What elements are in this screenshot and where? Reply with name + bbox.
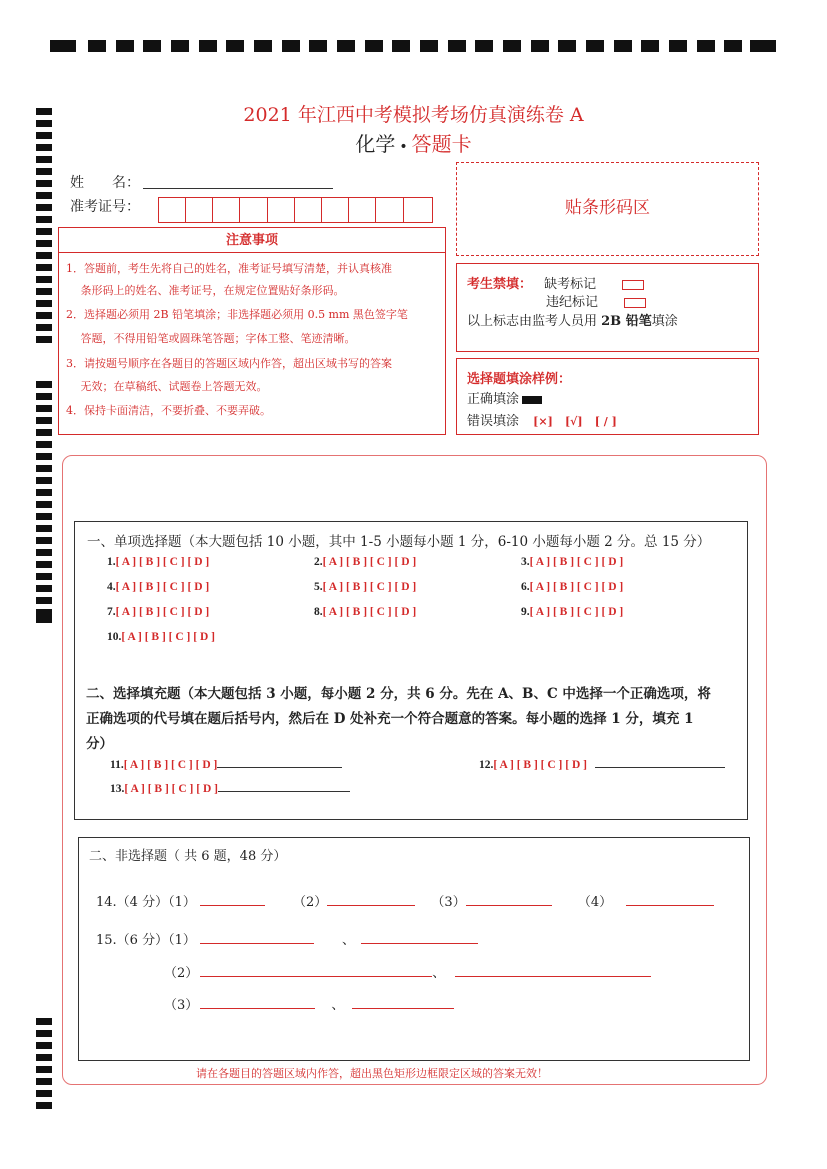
forbid-note: 以上标志由监考人员用 2B 铅笔填涂 (467, 314, 678, 329)
note-line: 答题，不得用铅笔或圆珠笔答题；字体工整、笔迹清晰。 (66, 332, 356, 345)
question-11[interactable]: 11.[ A ] [ B ] [ C ] [ D ] (110, 759, 342, 771)
absent-label: 缺考标记 (544, 277, 597, 292)
answer-line[interactable] (200, 1008, 315, 1009)
question-10[interactable]: 10.[ A ] [ B ] [ C ] [ D ] (107, 631, 215, 643)
answer-card-label: 答题卡 (411, 132, 472, 156)
note-line: 无效；在草稿纸、试题卷上答题无效。 (66, 380, 268, 393)
barcode-area: 贴条形码区 (456, 162, 759, 256)
section1-title: 一、单项选择题（本大题包括 10 小题，其中 1-5 小题每小题 1 分，6-10 小题每小题 2 分。总 15 分） (87, 534, 711, 550)
answer-line[interactable] (218, 791, 350, 792)
answer-line[interactable] (466, 905, 552, 906)
question-15-1: 15.（6 分）（1） 、 (96, 929, 478, 948)
note-line: 4．保持卡面清洁，不要折叠、不要弄破。 (66, 404, 271, 417)
question-9[interactable]: 9.[ A ] [ B ] [ C ] [ D ] (521, 606, 624, 618)
subtitle-dot: • (399, 139, 408, 155)
note-line: 条形码上的姓名、准考证号，在规定位置贴好条形码。 (66, 284, 345, 297)
wrong-sample: 错误填涂 [×] [√] [ / ] (467, 414, 617, 429)
section2-title-line3: 分） (86, 736, 113, 752)
question-4[interactable]: 4.[ A ] [ B ] [ C ] [ D ] (107, 581, 210, 593)
name-label: 姓 名： (70, 175, 140, 191)
sample-title: 选择题填涂样例： (467, 372, 572, 387)
question-15-3: （3） 、 (164, 994, 454, 1013)
question-5[interactable]: 5.[ A ] [ B ] [ C ] [ D ] (314, 581, 417, 593)
id-label: 准考证号： (70, 199, 140, 215)
question-3[interactable]: 3.[ A ] [ B ] [ C ] [ D ] (521, 556, 624, 568)
forbid-title: 考生禁填： (467, 277, 533, 292)
absent-mark[interactable] (622, 280, 644, 290)
answer-line[interactable] (595, 767, 725, 768)
timing-marks-top (50, 40, 776, 52)
notes-title: 注意事项 (59, 228, 445, 253)
exam-id-boxes[interactable] (158, 197, 433, 223)
question-12[interactable]: 12.[ A ] [ B ] [ C ] [ D ] (479, 759, 725, 771)
question-7[interactable]: 7.[ A ] [ B ] [ C ] [ D ] (107, 606, 210, 618)
violation-label: 违纪标记 (546, 295, 599, 310)
answer-line[interactable] (352, 1008, 454, 1009)
filled-mark (522, 396, 542, 404)
question-15-2: （2） 、 (164, 962, 651, 981)
exam-title: 2021 年江西中考模拟考场仿真演练卷 A (243, 104, 584, 126)
subject-label: 化学 (355, 132, 396, 156)
question-6[interactable]: 6.[ A ] [ B ] [ C ] [ D ] (521, 581, 624, 593)
note-line: 1．答题前，考生先将自己的姓名，准考证号填写清楚，并认真核准 (66, 262, 392, 275)
footer-warning: 请在各题目的答题区域内作答，超出黑色矩形边框限定区域的答案无效！ (196, 1067, 548, 1080)
answer-line[interactable] (626, 905, 714, 906)
answer-line[interactable] (217, 767, 342, 768)
non-choice-section-box (78, 837, 750, 1061)
answer-line[interactable] (200, 976, 432, 977)
name-field[interactable] (143, 188, 333, 189)
notes-box (58, 227, 446, 435)
section3-title: 二、非选择题（ 共 6 题，48 分） (89, 849, 287, 864)
answer-line[interactable] (200, 943, 314, 944)
note-line: 3．请按题号顺序在各题目的答题区域内作答，超出区域书写的答案 (66, 357, 392, 370)
violation-mark[interactable] (624, 298, 646, 308)
question-1[interactable]: 1.[ A ] [ B ] [ C ] [ D ] (107, 556, 210, 568)
answer-line[interactable] (200, 905, 265, 906)
question-2[interactable]: 2.[ A ] [ B ] [ C ] [ D ] (314, 556, 417, 568)
forbid-box (456, 263, 759, 352)
section2-title-line2: 正确选项的代号填在题后括号内，然后在 D 处补充一个符合题意的答案。每小题的选择 1 分，填充 1 (86, 711, 694, 727)
note-line: 2．选择题必须用 2B 铅笔填涂；非选择题必须用 0.5 mm 黑色签字笔 (66, 308, 408, 321)
answer-line[interactable] (455, 976, 651, 977)
question-14: 14.（4 分）（1） （2） （3） （4） (96, 891, 714, 910)
section2-title-line1: 二、选择填充题（本大题包括 3 小题，每小题 2 分，共 6 分。先在 A、B、C 中选择一个正确选项，将 (86, 686, 711, 702)
answer-line[interactable] (361, 943, 478, 944)
question-8[interactable]: 8.[ A ] [ B ] [ C ] [ D ] (314, 606, 417, 618)
question-13[interactable]: 13.[ A ] [ B ] [ C ] [ D ] (110, 783, 350, 795)
answer-line[interactable] (327, 905, 415, 906)
correct-sample: 正确填涂 (467, 388, 542, 407)
card-subtitle (0, 128, 827, 157)
fill-sample-box (456, 358, 759, 435)
